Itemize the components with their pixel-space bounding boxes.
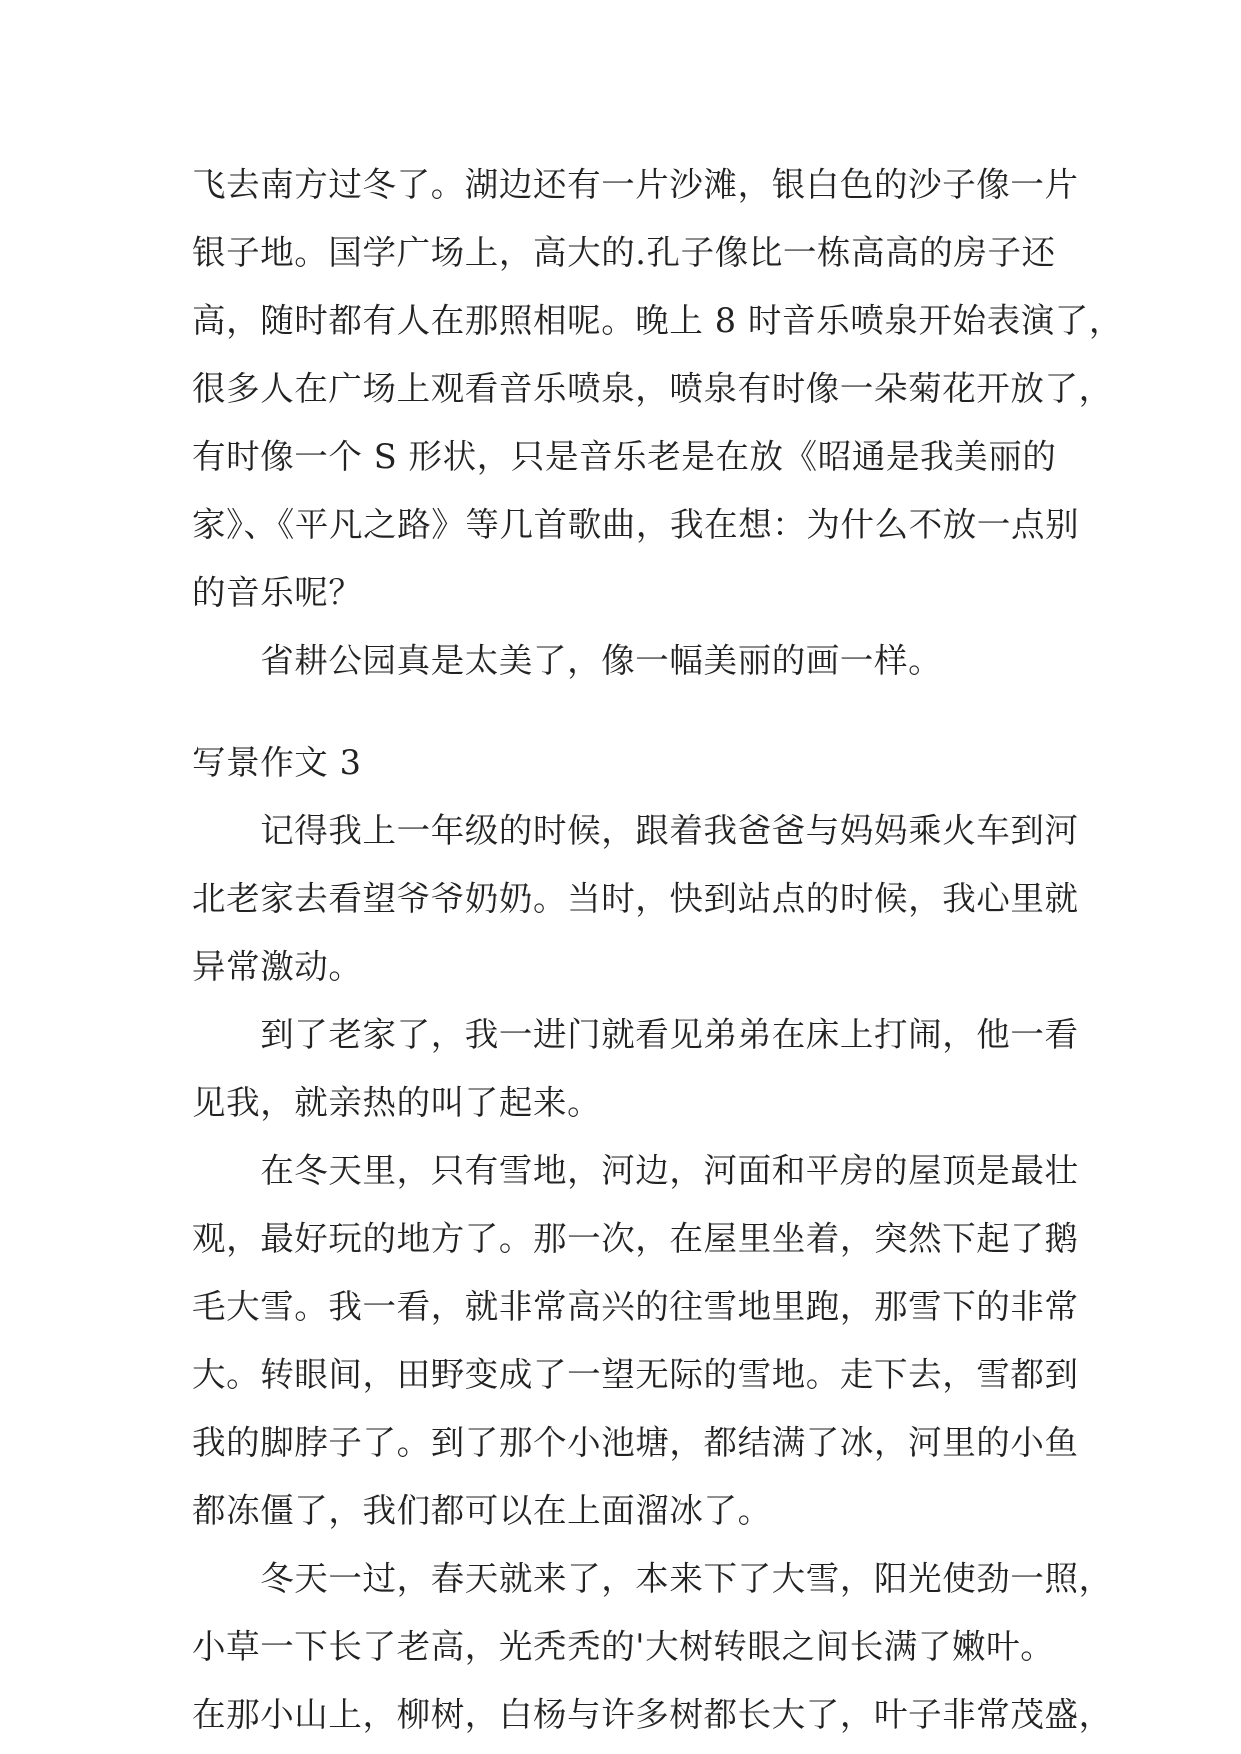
text-line: 小草一下长了老高，光秃秃的'大树转眼之间长满了嫩叶。 [192, 1627, 1055, 1666]
paragraph-first-line: 在冬天里，只有雪地，河边，河面和平房的屋顶是最壮 [192, 1151, 1079, 1190]
text-line: 高，随时都有人在那照相呢。晚上 8 时音乐喷泉开始表演了， [192, 301, 1124, 340]
text-line: 银子地。国学广场上，高大的.孔子像比一栋高高的房子还 [192, 233, 1056, 272]
text-line: 大。转眼间，田野变成了一望无际的雪地。走下去，雪都到 [192, 1355, 1079, 1394]
text-line: 毛大雪。我一看，就非常高兴的往雪地里跑，那雪下的非常 [192, 1287, 1079, 1326]
text-line: 观，最好玩的地方了。那一次，在屋里坐着，突然下起了鹅 [192, 1219, 1079, 1258]
text-line: 飞去南方过冬了。湖边还有一片沙滩，银白色的沙子像一片 [192, 165, 1079, 204]
text-line: 有时像一个 S 形状，只是音乐老是在放《昭通是我美丽的 [192, 437, 1057, 476]
paragraph-first-line: 记得我上一年级的时候，跟着我爸爸与妈妈乘火车到河 [192, 811, 1079, 850]
paragraph-first-line: 到了老家了，我一进门就看见弟弟在床上打闹，他一看 [192, 1015, 1079, 1054]
text-line: 异常激动。 [192, 947, 363, 986]
text-line: 很多人在广场上观看音乐喷泉，喷泉有时像一朵菊花开放了， [192, 369, 1113, 408]
paragraph-first-line: 省耕公园真是太美了，像一幅美丽的画一样。 [192, 641, 943, 680]
text-line: 北老家去看望爷爷奶奶。当时，快到站点的时候，我心里就 [192, 879, 1079, 918]
text-line: 见我，就亲热的叫了起来。 [192, 1083, 602, 1122]
text-line: 都冻僵了，我们都可以在上面溜冰了。 [192, 1491, 772, 1530]
text-line: 我的脚脖子了。到了那个小池塘，都结满了冰，河里的小鱼 [192, 1423, 1079, 1462]
text-line: 的音乐呢？ [192, 573, 363, 612]
paragraph-first-line: 冬天一过，春天就来了，本来下了大雪，阳光使劲一照， [192, 1559, 1113, 1598]
text-line: 家》、《平凡之路》等几首歌曲，我在想：为什么不放一点别 [192, 505, 1080, 544]
text-line: 在那小山上，柳树，白杨与许多树都长大了，叶子非常茂盛， [192, 1695, 1113, 1734]
section-heading: 写景作文 3 [192, 743, 362, 782]
